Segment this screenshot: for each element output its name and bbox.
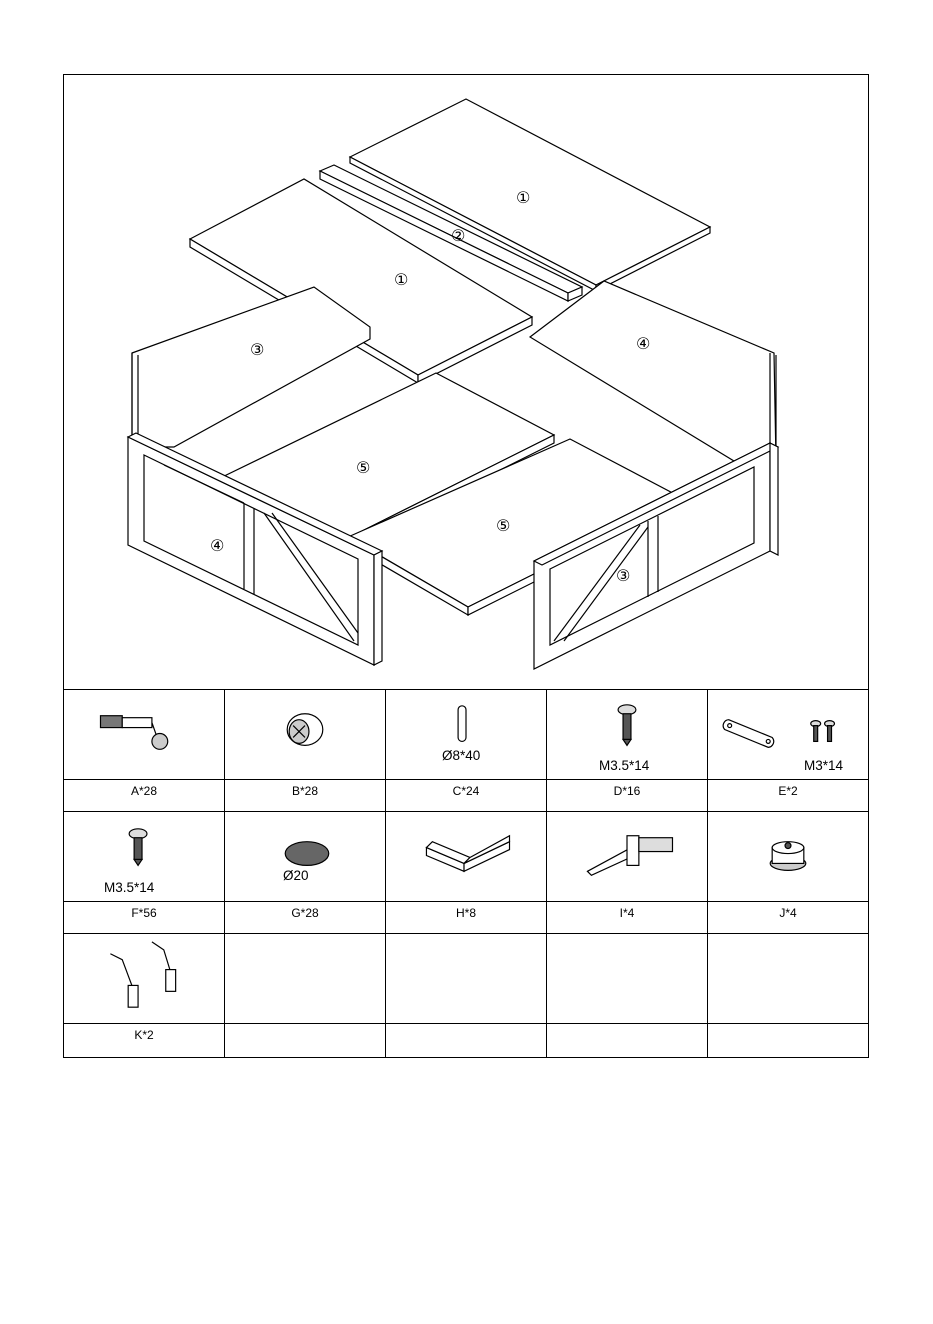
assembly-sheet bbox=[63, 74, 869, 1058]
spec-f: M3.5*14 bbox=[104, 880, 155, 895]
lid-support-icon bbox=[64, 934, 224, 1023]
foot-glide-icon bbox=[708, 812, 868, 901]
label-b: B*28 bbox=[225, 780, 386, 811]
back-panel-4 bbox=[530, 281, 776, 461]
hardware-cell-g bbox=[225, 812, 386, 901]
spec-c: Ø8*40 bbox=[442, 748, 481, 763]
corner-bracket-icon bbox=[386, 812, 546, 901]
label-g: G*28 bbox=[225, 902, 386, 933]
label-e: E*2 bbox=[778, 784, 798, 798]
hardware-cell-empty-2 bbox=[386, 934, 547, 1023]
label-part-1-front: ① bbox=[394, 270, 409, 289]
hardware-cell-empty-1 bbox=[225, 934, 386, 1023]
label-part-5-right: ⑤ bbox=[496, 516, 511, 535]
hardware-cell-c bbox=[386, 690, 547, 779]
hardware-row-2-images bbox=[64, 811, 868, 901]
label-f: F*56 bbox=[64, 902, 225, 933]
hardware-row-3-images bbox=[64, 933, 868, 1023]
hardware-row-1-images bbox=[64, 689, 868, 779]
hardware-cell-a bbox=[64, 690, 225, 779]
plate-and-screws-icon bbox=[708, 690, 868, 779]
label-i: I*4 bbox=[547, 902, 708, 933]
label-part-1-back: ① bbox=[516, 188, 531, 207]
cover-cap-icon bbox=[225, 812, 385, 901]
label-part-3-back: ③ bbox=[250, 340, 265, 359]
hardware-table bbox=[64, 689, 868, 1057]
spec-e: M3*14 bbox=[804, 758, 844, 773]
label-c: C*24 bbox=[386, 780, 547, 811]
hardware-cell-f bbox=[64, 812, 225, 901]
label-a: A*28 bbox=[64, 780, 225, 811]
label-empty-4 bbox=[708, 1024, 868, 1057]
hardware-cell-e bbox=[708, 690, 868, 779]
hardware-cell-b bbox=[225, 690, 386, 779]
exploded-assembly-diagram bbox=[64, 75, 868, 689]
label-part-3-front: ③ bbox=[616, 566, 631, 585]
cam-bolt-icon bbox=[64, 690, 224, 779]
t-hinge-icon bbox=[547, 812, 707, 901]
hardware-row-1-labels bbox=[64, 779, 868, 811]
hardware-cell-j bbox=[708, 812, 868, 901]
label-empty-3 bbox=[547, 1024, 708, 1057]
hardware-cell-i bbox=[547, 812, 708, 901]
label-j: J*4 bbox=[779, 906, 797, 920]
label-part-5-left: ⑤ bbox=[356, 458, 371, 477]
label-part-4-back: ④ bbox=[636, 334, 651, 353]
label-empty-2 bbox=[386, 1024, 547, 1057]
spec-g: Ø20 bbox=[283, 868, 309, 883]
label-d: D*16 bbox=[547, 780, 708, 811]
cam-lock-icon bbox=[225, 690, 385, 779]
hardware-cell-empty-3 bbox=[547, 934, 708, 1023]
label-empty-1 bbox=[225, 1024, 386, 1057]
label-h: H*8 bbox=[386, 902, 547, 933]
hardware-row-3-labels bbox=[64, 1023, 868, 1057]
hardware-row-2-labels bbox=[64, 901, 868, 933]
hardware-cell-empty-4 bbox=[708, 934, 868, 1023]
label-part-2: ② bbox=[451, 226, 466, 245]
hardware-cell-d bbox=[547, 690, 708, 779]
spec-d: M3.5*14 bbox=[599, 758, 650, 773]
label-part-4-front: ④ bbox=[210, 536, 225, 555]
label-k: K*2 bbox=[64, 1024, 225, 1057]
dowel-icon bbox=[386, 690, 546, 779]
hardware-cell-k bbox=[64, 934, 225, 1023]
hardware-cell-h bbox=[386, 812, 547, 901]
